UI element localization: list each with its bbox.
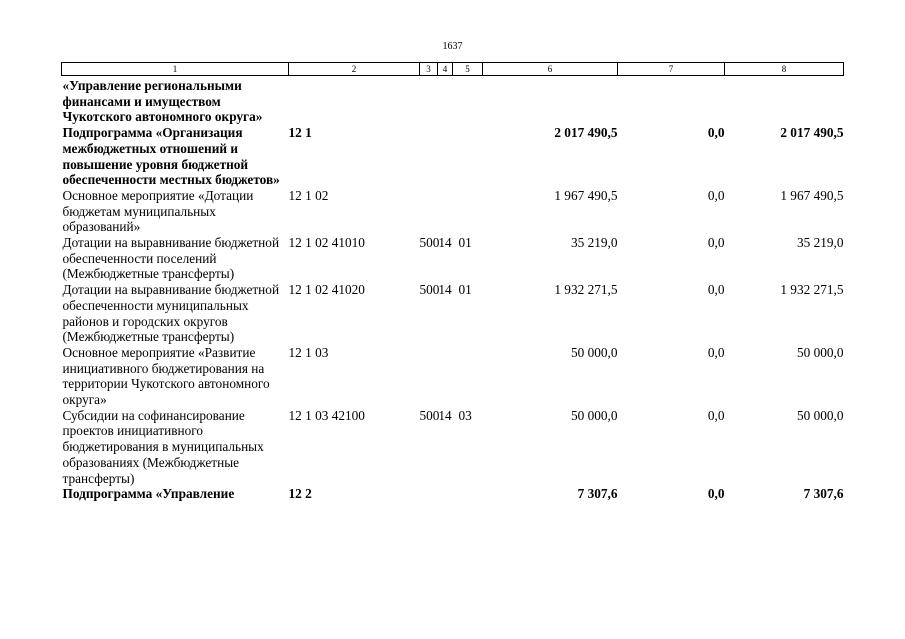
row-value-6: 1 967 490,5: [554, 187, 618, 203]
row-value-6: 1 932 271,5: [554, 282, 618, 298]
row-value-8: 50 000,0: [796, 344, 844, 360]
row-value-6: [483, 76, 618, 126]
column-header-4: 4: [438, 63, 453, 76]
row-value-7: 0,0: [707, 187, 725, 203]
table-row: [62, 282, 844, 345]
row-subsection: [453, 188, 483, 235]
row-code: 12 1 02 41020: [288, 282, 365, 298]
table-row: [62, 125, 844, 188]
row-expense-type: [420, 486, 438, 502]
row-value-8: 1 932 271,5: [780, 282, 844, 298]
table-row: [62, 345, 844, 408]
row-name: Подпрограмма «Управление: [62, 486, 235, 502]
row-name: Дотации на выравнивание бюджетной обеспеченности поселений (Межбюджетные трансферты): [62, 235, 280, 282]
budget-table: [61, 62, 844, 502]
row-section: 14: [438, 282, 452, 298]
table-row: [62, 76, 844, 126]
row-value-7: [618, 76, 725, 126]
row-subsection: 01: [458, 235, 472, 251]
row-value-8: 7 307,6: [803, 486, 844, 502]
row-subsection: [453, 125, 483, 188]
row-expense-type: 500: [419, 407, 440, 423]
row-code: 12 1 02 41010: [288, 235, 365, 251]
column-header-1: 1: [62, 63, 289, 76]
column-number-row: [62, 63, 844, 76]
row-expense-type: [420, 345, 438, 408]
row-subsection: 03: [458, 407, 472, 423]
table-header: [62, 63, 844, 76]
row-name: Подпрограмма «Организация межбюджетных отношений и повышение уровня бюджетной обеспеченности местных бюджетов»: [62, 125, 280, 188]
row-code: 12 1: [288, 125, 312, 141]
table-row: [62, 408, 844, 487]
row-value-7: 0,0: [707, 235, 725, 251]
column-header-6: 6: [483, 63, 618, 76]
row-code: 12 1 03 42100: [288, 407, 365, 423]
row-value-7: 0,0: [707, 282, 725, 298]
row-expense-type: [420, 125, 438, 188]
row-subsection: [453, 345, 483, 408]
column-header-7: 7: [618, 63, 725, 76]
row-value-8: 50 000,0: [796, 407, 844, 423]
row-code: 12 1 03: [288, 344, 329, 360]
row-value-6: 2 017 490,5: [554, 125, 618, 141]
row-value-7: 0,0: [707, 407, 725, 423]
column-header-2: 2: [289, 63, 420, 76]
row-value-8: 1 967 490,5: [780, 187, 844, 203]
column-header-5: 5: [453, 63, 483, 76]
row-name: Дотации на выравнивание бюджетной обеспеченности муниципальных районов и городских округов (Межбюджетные трансферты): [62, 282, 280, 345]
row-value-7: 0,0: [707, 125, 725, 141]
row-value-6: 35 219,0: [570, 235, 618, 251]
row-code: [289, 76, 420, 126]
row-code: 12 1 02: [288, 187, 329, 203]
table-row: [62, 486, 844, 502]
row-section: [438, 188, 453, 235]
row-expense-type: [420, 76, 438, 126]
row-value-8: [725, 76, 844, 126]
page-number: 1637: [442, 41, 463, 52]
table-row: [62, 188, 844, 235]
row-value-7: 0,0: [707, 344, 725, 360]
row-subsection: 01: [458, 282, 472, 298]
row-value-8: 35 219,0: [796, 235, 844, 251]
row-code: 12 2: [288, 486, 312, 502]
row-subsection: [453, 76, 483, 126]
column-header-3: 3: [420, 63, 438, 76]
table-row: [62, 235, 844, 282]
row-value-7: 0,0: [707, 486, 725, 502]
row-section: 14: [438, 235, 452, 251]
row-value-6: 7 307,6: [577, 486, 618, 502]
row-expense-type: 500: [419, 235, 440, 251]
row-expense-type: [420, 188, 438, 235]
row-subsection: [453, 486, 483, 502]
row-name: «Управление региональными финансами и имуществом Чукотского автономного округа»: [62, 78, 263, 125]
row-name: Основное мероприятие «Дотации бюджетам муниципальных образований»: [62, 187, 254, 235]
row-section: 14: [438, 407, 452, 423]
row-section: [438, 76, 453, 126]
row-value-6: 50 000,0: [570, 344, 618, 360]
row-expense-type: 500: [419, 282, 440, 298]
row-section: [438, 486, 453, 502]
column-header-8: 8: [725, 63, 844, 76]
table-body: [62, 76, 844, 502]
row-name: Субсидии на софинансирование проектов инициативного бюджетирования в муниципальных образованиях (Межбюджетные трансферты): [62, 407, 264, 486]
row-section: [438, 345, 453, 408]
row-value-6: 50 000,0: [570, 407, 618, 423]
row-value-8: 2 017 490,5: [780, 125, 844, 141]
row-section: [438, 125, 453, 188]
row-name: Основное мероприятие «Развитие инициативного бюджетирования на территории Чукотского автономного округа»: [62, 344, 270, 408]
